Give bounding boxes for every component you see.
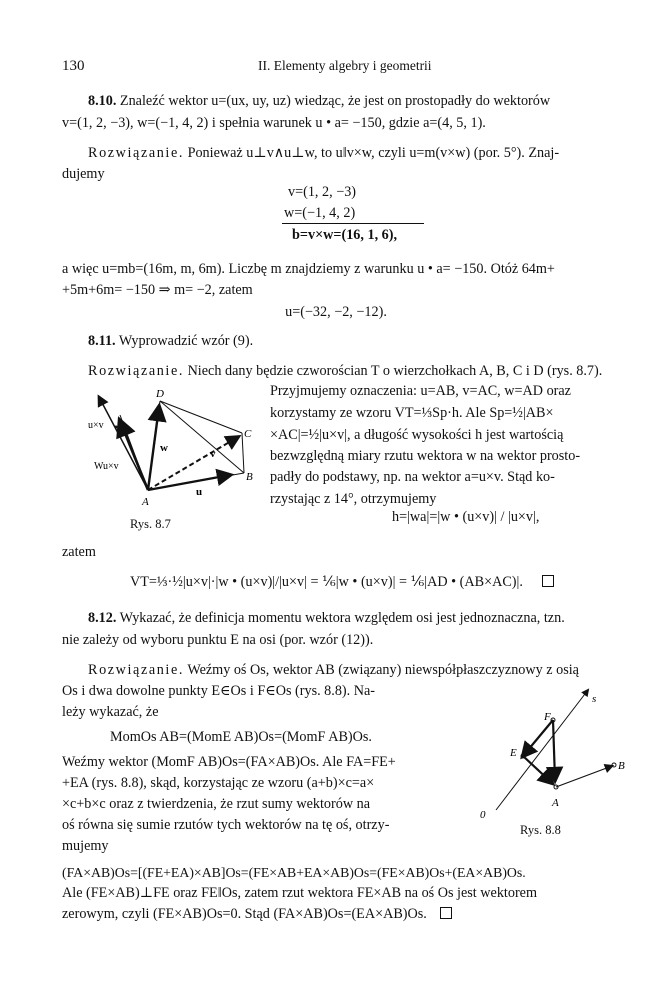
- solution-text-line: Niech dany będzie czworościan T o wierzchołkach A, B, C i D (rys. 8.7).: [187, 363, 603, 379]
- equation-b: b=v×w=(16, 1, 6),: [292, 227, 398, 243]
- vector-AB: [556, 766, 612, 787]
- vector-FA: [553, 720, 555, 780]
- running-header: II. Elementy algebry i geometrii: [258, 58, 432, 73]
- solution-text-end: zerowym, czyli (FE×AB)Os=0. Stąd (FA×AB)Os=(EA×AB)Os.: [62, 906, 427, 922]
- problem-text-line: Znaleźć wektor u=(ux, uy, uz) wiedząc, że jest on prostopadły do wektorów: [119, 93, 551, 109]
- label-uxv: u×v: [88, 420, 104, 431]
- solution-text-line: dujemy: [62, 166, 105, 182]
- figure-8-7: [90, 385, 270, 515]
- problem-text-line: v=(1, 2, −3), w=(−1, 4, 2) i spełnia warunek u • a= −150, gdzie a=(4, 5, 1).: [62, 115, 486, 131]
- label-F: F: [544, 711, 551, 723]
- equation-v: v=(1, 2, −3): [288, 184, 357, 200]
- solution-8-10: [88, 143, 559, 164]
- problem-text-line: Wykazać, że definicja momentu wektora względem osi jest jednoznaczna, tzn.: [119, 610, 565, 626]
- solution-text-line: Ale (FE×AB)⊥FE oraz FE‖Os, zatem rzut wektora FE×AB na oś Os jest wektorem: [62, 885, 538, 901]
- solution-text-line: padły do podstawy, np. na wektor a=u×v. Stąd ko-: [270, 469, 555, 485]
- label-A: A: [552, 797, 559, 809]
- vector-uxv: [99, 397, 148, 490]
- page-number: 130: [62, 58, 85, 74]
- solution-lead: Rozwiązanie.: [88, 145, 185, 161]
- label-D: D: [156, 388, 164, 400]
- vector-wuxv: [120, 421, 148, 490]
- label-C: C: [244, 428, 252, 440]
- problem-text-line: nie zależy od wyboru punktu E na osi (por. wzór (12)).: [62, 632, 374, 648]
- qed-box: [542, 575, 554, 587]
- equation-mom: MomOs AB=(MomE AB)Os=(MomF AB)Os.: [110, 729, 372, 745]
- solution-8-12: [88, 660, 579, 681]
- formula-h: h=|wa|=|w • (u×v)| / |u×v|,: [392, 509, 540, 525]
- result-u: u=(−32, −2, −12).: [285, 304, 387, 320]
- formula-vt-text: VT=⅓·½|u×v|·|w • (u×v)|/|u×v| = ⅙|w • (u×v)| = ⅙|AD • (AB×AC)|.: [130, 574, 523, 590]
- solution-text-line: zatem: [62, 544, 96, 560]
- solution-text-line: Ponieważ u⊥v∧u⊥w, to u‖v×w, czyli u=m(v×w) (por. 5°). Znaj-: [187, 145, 560, 161]
- solution-text-line: a więc u=mb=(16m, m, 6m). Liczbę m znajdziemy z warunku u • a= −150. Otóż 64m+: [62, 261, 555, 277]
- vector-FE: [523, 720, 553, 756]
- solution-8-11: [88, 361, 602, 382]
- solution-text-line: +5m+6m= −150 ⇒ m= −2, zatem: [62, 282, 253, 298]
- label-B: B: [618, 760, 625, 772]
- label-E: E: [510, 747, 517, 759]
- solution-text-line: ×c+b×c oraz z twierdzenia, że rzut sumy wektorów na: [62, 796, 371, 812]
- label-s: s: [592, 693, 597, 705]
- problem-8-12: [88, 608, 565, 629]
- figure-caption: Rys. 8.8: [520, 823, 561, 837]
- solution-lead: Rozwiązanie.: [88, 363, 185, 379]
- figure-8-8: [468, 680, 648, 820]
- solution-text-line: Os i dwa dowolne punkty E∈Os i F∈Os (rys. 8.8). Na-: [62, 683, 376, 699]
- solution-text-line: Weźmy oś Os, wektor AB (związany) niewspółpłaszczyznowy z osią: [187, 662, 579, 678]
- label-u: u: [196, 486, 203, 498]
- solution-text-line: rzystając z 14°, otrzymujemy: [270, 491, 437, 507]
- problem-number: 8.10.: [88, 93, 117, 109]
- solution-text-line: [62, 904, 452, 925]
- solution-text-line: Przyjmujemy oznaczenia: u=AB, v=AC, w=AD oraz: [270, 383, 571, 399]
- label-wuxv: Wu×v: [94, 461, 119, 472]
- label-B: B: [246, 471, 253, 483]
- vector-w: [148, 407, 159, 490]
- problem-8-11: [88, 331, 253, 352]
- equation-rule: [282, 223, 424, 224]
- solution-text-line: +EA (rys. 8.8), skąd, korzystając ze wzoru (a+b)×c=a×: [62, 775, 375, 791]
- qed-box: [440, 907, 452, 919]
- solution-lead: Rozwiązanie.: [88, 662, 185, 678]
- solution-text-line: oś równa się sumie rzutów tych wektorów na tę oś, otrzy-: [62, 817, 390, 833]
- figure-caption: Rys. 8.7: [130, 517, 171, 531]
- solution-text-line: mujemy: [62, 838, 109, 854]
- label-v: v: [210, 448, 216, 460]
- solution-text-line: leży wykazać, że: [62, 704, 159, 720]
- label-O: 0: [480, 809, 486, 821]
- label-w: w: [160, 442, 168, 454]
- equation-w: w=(−1, 4, 2): [284, 205, 356, 221]
- vector-u: [148, 475, 230, 490]
- formula-vt: [130, 572, 554, 593]
- solution-text-line: (FA×AB)Os=[(FE+EA)×AB]Os=(FE×AB+EA×AB)Os=(FE×AB)Os+(EA×AB)Os.: [62, 865, 526, 880]
- solution-text-line: Weźmy wektor (MomF AB)Os=(FA×AB)Os. Ale FA=FE+: [62, 754, 396, 770]
- problem-text: Wyprowadzić wzór (9).: [118, 333, 254, 349]
- problem-number: 8.11.: [88, 333, 116, 349]
- problem-8-10: [88, 91, 550, 112]
- solution-text-line: ×AC|=½|u×v|, a długość wysokości h jest wartością: [270, 427, 564, 443]
- problem-number: 8.12.: [88, 610, 117, 626]
- solution-text-line: bezwzględną miary rzutu wektora w na wektor prosto-: [270, 448, 581, 464]
- solution-text-line: korzystamy ze wzoru VT=⅓Sp·h. Ale Sp=½|AB×: [270, 405, 554, 421]
- label-A: A: [142, 496, 149, 508]
